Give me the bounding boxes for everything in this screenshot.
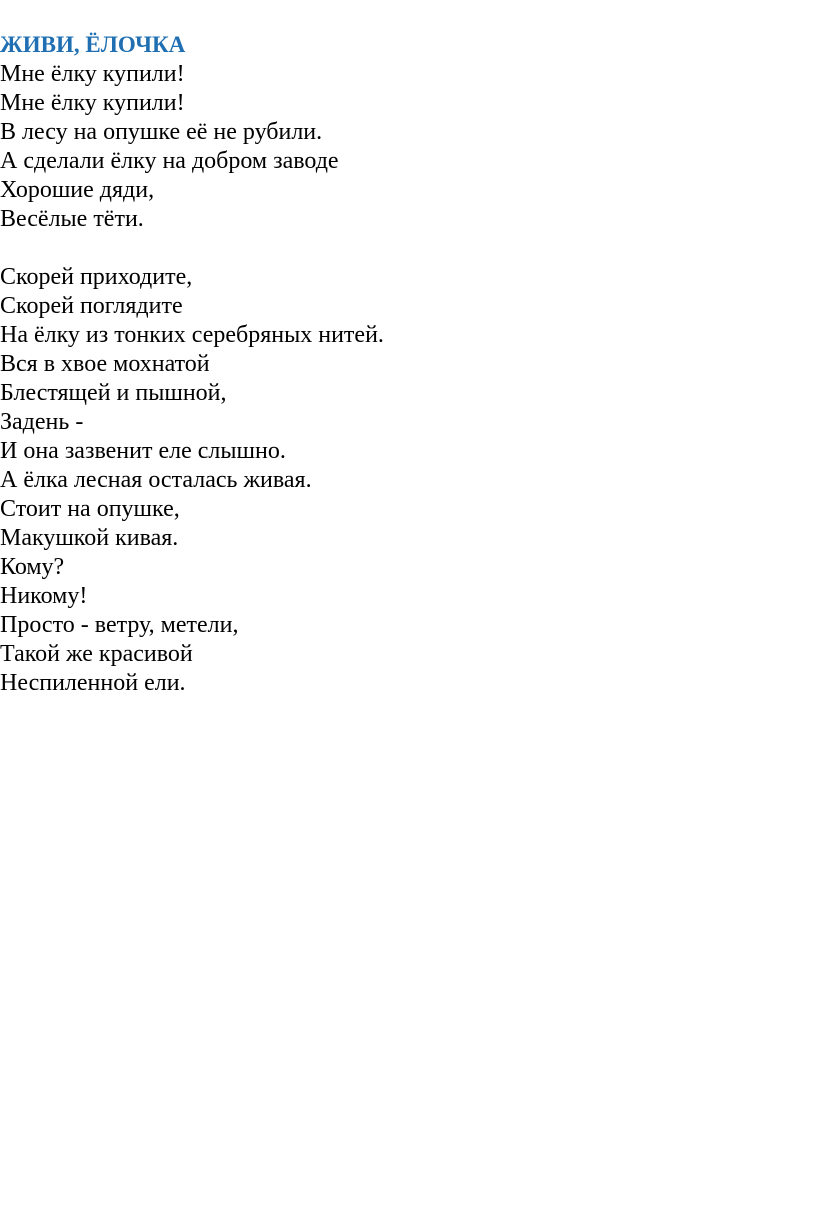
poem-line: Весёлые тёти.	[0, 206, 144, 232]
stanza-1	[0, 60, 816, 234]
poem-line: Никому!	[0, 583, 88, 609]
stanza-2	[0, 263, 816, 698]
poem-line: Скорей поглядите	[0, 293, 183, 319]
poem-line: Блестящей и пышной,	[0, 380, 227, 406]
poem-line: И она зазвенит еле слышно.	[0, 438, 286, 464]
poem-line: Просто - ветру, метели,	[0, 612, 239, 638]
poem-line: Задень -	[0, 409, 84, 435]
poem-line: Стоит на опушке,	[0, 496, 180, 522]
poem-line: В лесу на опушке её не рубили.	[0, 119, 323, 145]
poem-line: Мне ёлку купили!	[0, 61, 185, 87]
poem-line: На ёлку из тонких серебряных нитей.	[0, 322, 384, 348]
poem-line: Кому?	[0, 554, 65, 580]
poem-title: ЖИВИ, ЁЛОЧКА	[0, 32, 186, 57]
poem-line: Мне ёлку купили!	[0, 90, 185, 116]
poem-line: Вся в хвое мохнатой	[0, 351, 210, 377]
poem-line: Такой же красивой	[0, 641, 193, 667]
document-page	[0, 30, 816, 698]
poem-line: А сделали ёлку на добром заводе	[0, 148, 339, 174]
poem-line: Хорошие дяди,	[0, 177, 155, 203]
poem-line: Макушкой кивая.	[0, 525, 179, 551]
poem-line: Неспиленной ели.	[0, 670, 186, 696]
poem-line: Скорей приходите,	[0, 264, 193, 290]
poem-line: А ёлка лесная осталась живая.	[0, 467, 312, 493]
